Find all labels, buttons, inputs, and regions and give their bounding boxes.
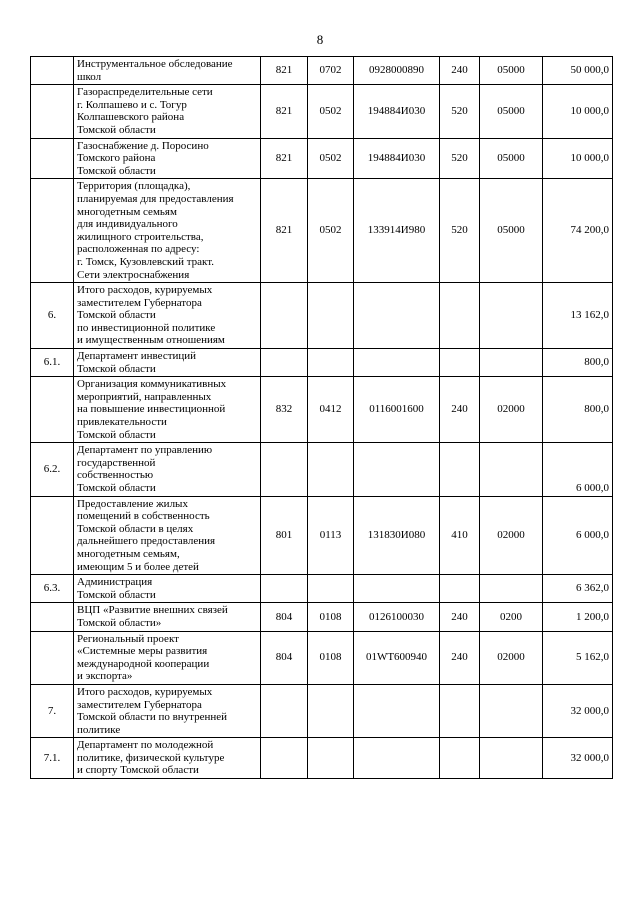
row-name [74, 57, 261, 85]
row-name-line: ВЦП «Развитие внешних связей [77, 604, 228, 617]
row-amount: 10 000,0 [543, 85, 613, 138]
row-article-code: 01WT600940 [354, 631, 440, 684]
table-row [31, 179, 613, 283]
row-expense-type: 410 [440, 496, 480, 575]
row-article-code: 0126100030 [354, 603, 440, 631]
row-number [31, 138, 74, 179]
row-name-line: Региональный проект [77, 632, 179, 645]
table-row [31, 631, 613, 684]
row-section-code: 0502 [308, 85, 354, 138]
row-name-line: Территория (площадка), [77, 180, 191, 193]
row-amount: 10 000,0 [543, 138, 613, 179]
row-code: 05000 [480, 138, 543, 179]
row-name-line: жилищного строительства, [77, 230, 204, 243]
row-name-line: Томской области [77, 164, 156, 177]
row-name-line: г. Колпашево и с. Тогур [77, 98, 187, 111]
row-name-line: Колпашевского района [77, 111, 185, 124]
row-name-line: заместителем Губернатора [77, 698, 202, 711]
row-expense-type: 520 [440, 179, 480, 283]
row-name [74, 631, 261, 684]
row-admin-code: 821 [261, 57, 308, 85]
row-article-code [354, 349, 440, 377]
row-expense-type [440, 283, 480, 349]
row-name [74, 443, 261, 496]
row-section-code [308, 443, 354, 496]
row-code [480, 283, 543, 349]
row-article-code: 131830И080 [354, 496, 440, 575]
row-name-line: расположенная по адресу: [77, 243, 200, 256]
row-name-line: заместителем Губернатора [77, 296, 202, 309]
row-section-code: 0502 [308, 138, 354, 179]
row-expense-type: 520 [440, 138, 480, 179]
row-expense-type: 240 [440, 603, 480, 631]
row-number [31, 377, 74, 443]
row-number: 6.2. [31, 443, 74, 496]
table-row [31, 138, 613, 179]
row-name-line: на повышение инвестиционной [77, 403, 226, 416]
row-number [31, 179, 74, 283]
row-article-code [354, 283, 440, 349]
row-name-line: политике [77, 723, 121, 736]
row-name [74, 738, 261, 779]
row-number: 7.1. [31, 738, 74, 779]
row-expense-type [440, 738, 480, 779]
row-name-line: Томской области в целях [77, 522, 194, 535]
row-admin-code: 832 [261, 377, 308, 443]
row-name [74, 575, 261, 603]
row-expense-type [440, 349, 480, 377]
row-section-code [308, 575, 354, 603]
table-row [31, 603, 613, 631]
row-admin-code: 804 [261, 603, 308, 631]
row-name-line: и спорту Томской области [77, 764, 199, 777]
row-name-line: «Системные меры развития [77, 645, 208, 658]
row-number: 6.3. [31, 575, 74, 603]
row-article-code [354, 738, 440, 779]
row-amount: 6 000,0 [543, 443, 613, 496]
row-name-line: международной кооперации [77, 657, 210, 670]
row-expense-type [440, 575, 480, 603]
row-amount: 13 162,0 [543, 283, 613, 349]
row-code: 0200 [480, 603, 543, 631]
row-article-code [354, 684, 440, 737]
row-admin-code [261, 575, 308, 603]
row-name-line: имеющим 5 и более детей [77, 560, 199, 573]
row-number [31, 631, 74, 684]
row-name-line: Томской области» [77, 616, 162, 629]
row-section-code [308, 738, 354, 779]
row-amount: 50 000,0 [543, 57, 613, 85]
row-expense-type: 240 [440, 377, 480, 443]
row-article-code: 0116001600 [354, 377, 440, 443]
row-name [74, 85, 261, 138]
row-section-code [308, 283, 354, 349]
row-name-line: собственностью [77, 469, 154, 482]
table-row [31, 85, 613, 138]
row-amount: 74 200,0 [543, 179, 613, 283]
row-name [74, 283, 261, 349]
row-number: 6.1. [31, 349, 74, 377]
row-name [74, 603, 261, 631]
row-name [74, 138, 261, 179]
row-expense-type: 240 [440, 631, 480, 684]
row-amount: 800,0 [543, 377, 613, 443]
row-code: 02000 [480, 496, 543, 575]
row-name-line: привлекательности [77, 416, 167, 429]
row-name [74, 496, 261, 575]
row-name-line: Томской области [77, 428, 156, 441]
row-number: 7. [31, 684, 74, 737]
row-name-line: Томской области [77, 482, 156, 494]
row-name-line: политике, физической культуре [77, 751, 225, 764]
row-section-code [308, 684, 354, 737]
row-section-code: 0412 [308, 377, 354, 443]
row-name-line: г. Томск, Кузовлевский тракт. [77, 255, 214, 268]
row-name [74, 179, 261, 283]
table-row [31, 684, 613, 737]
row-name-line: многодетным семьям, [77, 547, 180, 560]
row-name-line: Томской области по внутренней [77, 711, 228, 724]
row-article-code: 0928000890 [354, 57, 440, 85]
row-name-line: Департамент по управлению [77, 444, 213, 457]
row-code [480, 738, 543, 779]
table-row [31, 738, 613, 779]
row-name-line: Томской области [77, 123, 156, 136]
row-section-code [308, 349, 354, 377]
row-admin-code [261, 684, 308, 737]
row-number [31, 496, 74, 575]
row-name-line: государственной [77, 456, 156, 469]
row-name-line: многодетным семьям [77, 205, 177, 218]
table-row [31, 283, 613, 349]
row-name-line: Департамент инвестиций [77, 350, 197, 363]
row-number [31, 85, 74, 138]
row-name-line: по инвестиционной политике [77, 321, 216, 334]
row-section-code: 0113 [308, 496, 354, 575]
row-admin-code: 821 [261, 85, 308, 138]
row-amount: 32 000,0 [543, 684, 613, 737]
row-article-code [354, 443, 440, 496]
row-name-line: Предоставление жилых [77, 497, 188, 510]
row-number: 6. [31, 283, 74, 349]
row-name-line: и имущественным отношениям [77, 334, 225, 347]
row-name-line: Итого расходов, курируемых [77, 284, 213, 297]
row-section-code: 0108 [308, 631, 354, 684]
table-row [31, 575, 613, 603]
row-amount: 32 000,0 [543, 738, 613, 779]
row-name-line: Томской области [77, 588, 156, 601]
row-name-line: Сети электроснабжения [77, 268, 190, 281]
row-admin-code: 801 [261, 496, 308, 575]
row-article-code: 194884И030 [354, 138, 440, 179]
row-name-line: помещений в собственность [77, 510, 210, 523]
row-name-line: Томского района [77, 152, 156, 165]
row-article-code: 194884И030 [354, 85, 440, 138]
row-expense-type [440, 443, 480, 496]
table-body [31, 57, 613, 779]
row-expense-type: 240 [440, 57, 480, 85]
row-name-line: Инструментальное обследование [77, 58, 233, 70]
row-amount: 6 000,0 [543, 496, 613, 575]
table-row [31, 377, 613, 443]
row-admin-code [261, 443, 308, 496]
table-row [31, 349, 613, 377]
row-name [74, 684, 261, 737]
row-number [31, 603, 74, 631]
row-amount: 5 162,0 [543, 631, 613, 684]
row-name-line: Газораспределительные сети [77, 86, 213, 99]
row-code: 05000 [480, 57, 543, 85]
row-expense-type [440, 684, 480, 737]
row-name-line: Томской области [77, 309, 156, 322]
row-article-code: 133914И980 [354, 179, 440, 283]
row-name-line: дальнейшего предоставления [77, 535, 216, 548]
row-name [74, 377, 261, 443]
row-code: 02000 [480, 631, 543, 684]
row-name-line: Газоснабжение д. Поросино [77, 139, 209, 152]
row-amount: 1 200,0 [543, 603, 613, 631]
row-section-code: 0702 [308, 57, 354, 85]
row-section-code: 0502 [308, 179, 354, 283]
row-name-line: Томской области [77, 362, 156, 375]
page-number: 8 [316, 32, 324, 47]
row-name-line: Департамент по молодежной [77, 739, 214, 752]
row-name [74, 349, 261, 377]
row-admin-code: 821 [261, 138, 308, 179]
row-admin-code [261, 738, 308, 779]
row-expense-type: 520 [440, 85, 480, 138]
row-name-line: и экспорта» [77, 670, 133, 683]
row-code: 05000 [480, 85, 543, 138]
row-code: 02000 [480, 377, 543, 443]
row-name-line: Итого расходов, курируемых [77, 685, 213, 698]
row-admin-code [261, 349, 308, 377]
row-number [31, 57, 74, 85]
row-name-line: школ [77, 70, 102, 83]
row-section-code: 0108 [308, 603, 354, 631]
row-name-line: Организация коммуникативных [77, 378, 227, 391]
row-amount: 6 362,0 [543, 575, 613, 603]
row-code [480, 575, 543, 603]
table-row [31, 57, 613, 85]
row-admin-code: 804 [261, 631, 308, 684]
row-amount: 800,0 [543, 349, 613, 377]
row-name-line: мероприятий, направленных [77, 390, 212, 403]
row-admin-code [261, 283, 308, 349]
row-code [480, 349, 543, 377]
row-name-line: планируемая для предоставления [77, 192, 234, 205]
row-code [480, 684, 543, 737]
row-code [480, 443, 543, 496]
row-article-code [354, 575, 440, 603]
table-row [31, 496, 613, 575]
row-name-line: для индивидуального [77, 218, 178, 231]
table-row [31, 443, 613, 496]
row-code: 05000 [480, 179, 543, 283]
row-admin-code: 821 [261, 179, 308, 283]
row-name-line: Администрация [77, 576, 153, 589]
budget-table [30, 56, 613, 779]
